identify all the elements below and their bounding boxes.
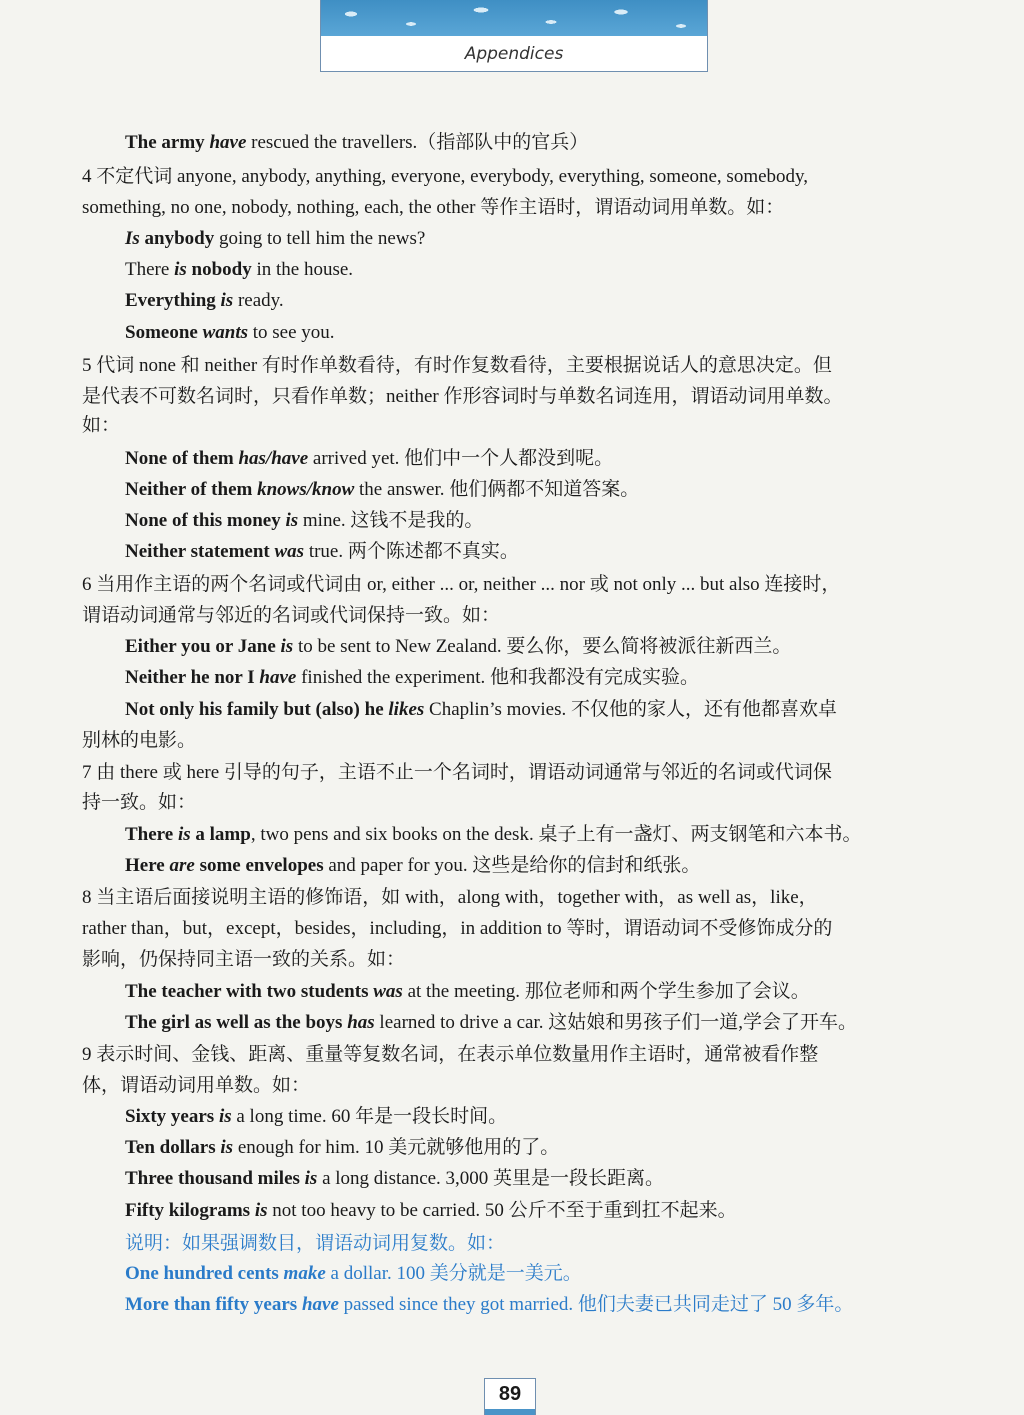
example-sentence — [125, 478, 639, 502]
text-segment: , two pens and six books on the desk. 桌子上有一盏灯、两支钢笔和六本书。 — [250, 824, 862, 845]
text-segment: 体，谓语动词用单数。如： — [82, 1075, 311, 1096]
emphasis-text: is — [220, 1137, 234, 1158]
emphasis-text: More than fifty years — [125, 1294, 302, 1315]
text-segment: true. 两个陈述都不真实。 — [304, 541, 519, 562]
rule-text-line — [82, 761, 832, 785]
emphasis-text: Neither he nor I — [125, 667, 260, 688]
text-segment: and paper for you. 这些是给你的信封和纸张。 — [323, 855, 701, 876]
emphasis-text: have — [301, 1294, 339, 1315]
note-line — [125, 1293, 853, 1317]
emphasis-text: some envelopes — [194, 855, 324, 876]
section-title: Appendices — [464, 44, 564, 64]
emphasis-text: is — [280, 636, 294, 657]
emphasis-text: The army — [125, 132, 210, 153]
text-segment: 8 当主语后面接说明主语的修饰语，如 with，along with，together with，as well as，like， — [82, 887, 818, 908]
rule-text-line — [82, 729, 196, 753]
text-segment: 6 当用作主语的两个名词或代词由 or, either ... or, neither ... nor 或 not only ... but also 连接时， — [82, 574, 841, 595]
emphasis-text: is — [220, 290, 234, 311]
rule-text-line — [82, 1043, 818, 1067]
emphasis-text: One hundred cents — [125, 1263, 284, 1284]
emphasis-text: Neither of them — [125, 479, 258, 500]
emphasis-text: is — [304, 1168, 318, 1189]
example-sentence — [125, 289, 284, 313]
emphasis-text: None of this money — [125, 510, 286, 531]
header-banner — [320, 0, 708, 72]
text-segment: 别林的电影。 — [82, 730, 197, 751]
text-segment: the answer. 他们俩都不知道答案。 — [354, 479, 640, 500]
rule-text-line — [82, 886, 818, 910]
emphasis-text: make — [283, 1263, 326, 1284]
text-segment: something, no one, nobody, nothing, each, the other 等作主语时，谓语动词用单数。如： — [82, 197, 785, 218]
text-segment: to see you. — [248, 322, 335, 343]
emphasis-text: Sixty years — [125, 1106, 219, 1127]
emphasis-text: is — [177, 824, 191, 845]
rule-text-line — [82, 165, 808, 189]
text-segment: not too heavy to be carried. 50 公斤不至于重到扛不起来。 — [267, 1200, 737, 1221]
text-segment: 7 由 there 或 here 引导的句子，主语不止一个名词时，谓语动词通常与邻近的名词或代词保 — [82, 762, 832, 783]
text-segment: ready. — [233, 290, 284, 311]
rule-text-line — [82, 791, 196, 815]
example-sentence — [125, 1011, 857, 1035]
text-segment: arrived yet. 他们中一个人都没到呢。 — [308, 448, 614, 469]
emphasis-text: has/have — [238, 448, 309, 469]
emphasis-text: Ten dollars — [125, 1137, 221, 1158]
example-sentence — [125, 980, 810, 1004]
emphasis-text: has — [347, 1012, 375, 1033]
emphasis-text: was — [373, 981, 403, 1002]
text-segment: passed since they got married. 他们夫妻已共同走过了 50 多年。 — [338, 1294, 854, 1315]
example-sentence — [125, 227, 425, 251]
example-sentence — [125, 823, 861, 847]
note-line — [125, 1262, 582, 1286]
emphasis-text: The teacher with two students — [125, 981, 374, 1002]
text-segment: rather than，but，except，besides，including，in addition to 等时，谓语动词不受修饰成分的 — [82, 918, 833, 939]
emphasis-text: have — [259, 667, 297, 688]
emphasis-text: Fifty kilograms — [125, 1200, 255, 1221]
rule-text-line — [82, 414, 120, 438]
emphasis-text: Not only his family but (also) he — [125, 699, 389, 720]
emphasis-text: likes — [388, 699, 425, 720]
text-segment: 谓语动词通常与邻近的名词或代词保持一致。如： — [82, 605, 501, 626]
emphasis-text: is — [174, 259, 187, 280]
emphasis-text: Neither statement — [125, 541, 275, 562]
emphasis-text: knows/know — [257, 479, 355, 500]
emphasis-text: anybody — [139, 228, 215, 249]
rule-text-line — [82, 354, 832, 378]
text-segment: 是代表不可数名词时，只看作单数；neither 作形容词时与单数名词连用，谓语动词用单数。 — [82, 386, 843, 407]
rule-text-line — [82, 948, 405, 972]
text-segment: 5 代词 none 和 neither 有时作单数看待，有时作复数看待，主要根据说话人的意思决定。但 — [82, 355, 832, 376]
example-sentence — [125, 540, 519, 564]
text-segment: learned to drive a car. 这姑娘和男孩子们一道,学会了开车。 — [374, 1012, 857, 1033]
text-segment: 4 不定代词 anyone, anybody, anything, everyone, everybody, everything, someone, somebody, — [82, 166, 809, 187]
emphasis-text: Someone — [125, 322, 203, 343]
emphasis-text: is — [285, 510, 299, 531]
text-segment: in the house. — [251, 259, 354, 280]
emphasis-text: Here — [125, 855, 170, 876]
rule-text-line — [82, 604, 500, 628]
water-drops-image — [321, 0, 707, 36]
emphasis-text: Either you or Jane — [125, 636, 281, 657]
example-sentence — [125, 1136, 559, 1160]
text-segment: enough for him. 10 美元就够他用的了。 — [233, 1137, 560, 1158]
example-sentence — [125, 1105, 507, 1129]
emphasis-text: have — [209, 132, 247, 153]
example-sentence — [125, 321, 335, 345]
emphasis-text: Is — [125, 228, 140, 249]
example-sentence — [125, 258, 353, 282]
emphasis-text: The girl as well as the boys — [125, 1012, 348, 1033]
page-number: 89 — [484, 1378, 536, 1415]
example-sentence — [125, 666, 699, 690]
example-sentence — [125, 635, 791, 659]
text-segment: 持一致。如： — [82, 792, 197, 813]
example-sentence — [125, 447, 613, 471]
rule-text-line — [82, 917, 832, 941]
text-segment: Chaplin’s movies. 不仅他的家人，还有他都喜欢卓 — [424, 699, 838, 720]
text-segment: mine. 这钱不是我的。 — [298, 510, 484, 531]
emphasis-text: was — [274, 541, 305, 562]
text-segment: 影响，仍保持同主语一致的关系。如： — [82, 949, 406, 970]
example-sentence — [125, 854, 700, 878]
emphasis-text: None of them — [125, 448, 239, 469]
text-segment: to be sent to New Zealand. 要么你，要么简将被派往新西兰。 — [293, 636, 792, 657]
rule-text-line — [82, 196, 784, 220]
emphasis-text: Everything — [125, 290, 221, 311]
text-segment: a long distance. 3,000 英里是一段长距离。 — [317, 1168, 665, 1189]
text-segment: There — [125, 259, 175, 280]
text-segment: 说明：如果强调数目，谓语动词用复数。如： — [125, 1233, 506, 1254]
example-sentence — [125, 1199, 737, 1223]
emphasis-text: wants — [202, 322, 248, 343]
emphasis-text: is — [218, 1106, 232, 1127]
emphasis-text: a lamp — [190, 824, 251, 845]
rule-text-line — [82, 385, 843, 409]
text-segment: rescued the travellers.（指部队中的官兵） — [246, 132, 589, 153]
emphasis-text: There — [125, 824, 178, 845]
emphasis-text: are — [169, 855, 195, 876]
example-sentence — [125, 509, 483, 533]
text-segment: going to tell him the news? — [214, 228, 426, 249]
note-line — [125, 1232, 505, 1256]
text-segment: at the meeting. 那位老师和两个学生参加了会议。 — [402, 981, 810, 1002]
text-segment: 9 表示时间、金钱、距离、重量等复数名词，在表示单位数量用作主语时，通常被看作整 — [82, 1044, 819, 1065]
example-sentence — [125, 698, 837, 722]
emphasis-text: nobody — [186, 259, 252, 280]
rule-text-line — [82, 573, 840, 597]
example-sentence — [125, 1167, 664, 1191]
text-segment: a dollar. 100 美分就是一美元。 — [325, 1263, 582, 1284]
rule-text-line — [82, 1074, 310, 1098]
example-sentence — [125, 131, 588, 155]
emphasis-text: Three thousand miles — [125, 1168, 305, 1189]
emphasis-text: is — [254, 1200, 268, 1221]
text-segment: finished the experiment. 他和我都没有完成实验。 — [296, 667, 699, 688]
text-segment: a long time. 60 年是一段长时间。 — [231, 1106, 508, 1127]
text-segment: 如： — [82, 415, 121, 436]
